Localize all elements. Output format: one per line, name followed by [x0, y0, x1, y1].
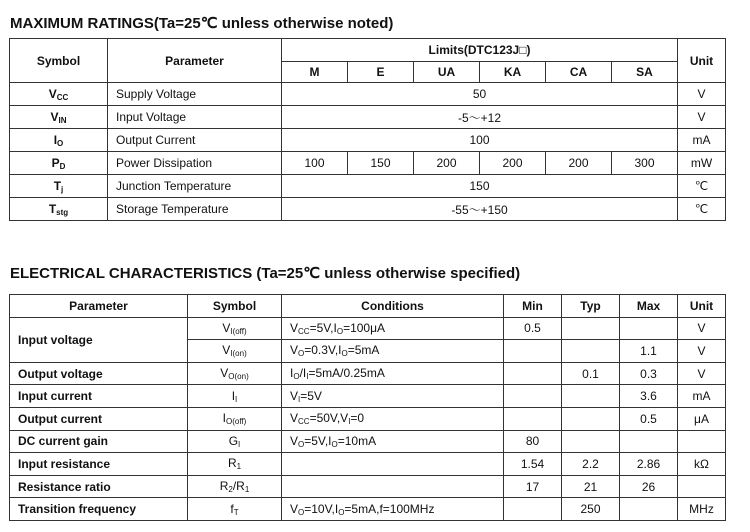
rating-row: [10, 152, 726, 175]
rating-symbol: $I_O$: [10, 129, 108, 152]
char-unit: μA: [678, 407, 726, 430]
variant-header: E: [348, 62, 414, 83]
header-limits: Limits(DTC123J□): [282, 39, 678, 62]
char-conditions: [282, 453, 504, 476]
char-max: 2.86: [620, 453, 678, 476]
header-unit: Unit: [678, 39, 726, 83]
rating-parameter: Junction Temperature: [108, 175, 282, 198]
electrical-table: [9, 294, 726, 521]
char-conditions: $V_O=0.3V,I_O=5mA$: [282, 340, 504, 363]
header-symbol: Symbol: [10, 39, 108, 83]
char-parameter: DC current gain: [10, 430, 188, 453]
char-min: [504, 362, 562, 385]
rating-value: 300: [612, 152, 678, 175]
variant-header: KA: [480, 62, 546, 83]
char-row: [10, 498, 726, 521]
char-typ: 0.1: [562, 362, 620, 385]
char-max: 0.3: [620, 362, 678, 385]
char-row: [10, 475, 726, 498]
char-min: 17: [504, 475, 562, 498]
char-row: [10, 385, 726, 408]
rating-value: 150: [348, 152, 414, 175]
char-min: [504, 340, 562, 363]
char-max: 26: [620, 475, 678, 498]
rating-unit: V: [678, 83, 726, 106]
rating-value: -55～+150: [282, 198, 678, 221]
variant-header: SA: [612, 62, 678, 83]
char-unit: [678, 430, 726, 453]
char-symbol: $R_2/R_1$: [188, 475, 282, 498]
char-max: [620, 430, 678, 453]
char-conditions: $I_O/I_I=5mA/0.25mA$: [282, 362, 504, 385]
rating-value: 150: [282, 175, 678, 198]
char-parameter: Input voltage: [10, 317, 188, 362]
char-min: [504, 385, 562, 408]
char-parameter: Resistance ratio: [10, 475, 188, 498]
rating-parameter: Power Dissipation: [108, 152, 282, 175]
char-unit: V: [678, 340, 726, 363]
char-unit: V: [678, 317, 726, 340]
header-unit: Unit: [678, 295, 726, 318]
header-min: Min: [504, 295, 562, 318]
char-conditions: $V_I=5V$: [282, 385, 504, 408]
char-unit: kΩ: [678, 453, 726, 476]
rating-row: [10, 198, 726, 221]
rating-unit: ℃: [678, 175, 726, 198]
char-typ: 2.2: [562, 453, 620, 476]
char-typ: 250: [562, 498, 620, 521]
char-conditions: $V_O=5V,I_O=10mA$: [282, 430, 504, 453]
char-min: 0.5: [504, 317, 562, 340]
char-parameter: Input current: [10, 385, 188, 408]
rating-row: [10, 129, 726, 152]
char-typ: [562, 385, 620, 408]
char-row: [10, 430, 726, 453]
variant-header: UA: [414, 62, 480, 83]
rating-value: 200: [414, 152, 480, 175]
header-parameter: Parameter: [108, 39, 282, 83]
rating-unit: mA: [678, 129, 726, 152]
char-typ: [562, 317, 620, 340]
rating-row: [10, 106, 726, 129]
rating-symbol: $T_{stg}$: [10, 198, 108, 221]
rating-row: [10, 83, 726, 106]
char-typ: [562, 407, 620, 430]
char-conditions: $V_O=10V,I_O=5mA,f=100MHz$: [282, 498, 504, 521]
rating-unit: V: [678, 106, 726, 129]
char-max: 3.6: [620, 385, 678, 408]
char-symbol: $R_1$: [188, 453, 282, 476]
char-max: 0.5: [620, 407, 678, 430]
char-symbol: $V_{O(on)}$: [188, 362, 282, 385]
char-row: [10, 407, 726, 430]
electrical-title: ELECTRICAL CHARACTERISTICS (Ta=25℃ unless otherwise specified): [10, 265, 521, 282]
char-conditions: $V_{CC}=50V,V_I=0$: [282, 407, 504, 430]
rating-parameter: Output Current: [108, 129, 282, 152]
electrical-header-row: [10, 295, 726, 318]
char-min: 1.54: [504, 453, 562, 476]
char-parameter: Input resistance: [10, 453, 188, 476]
char-max: 1.1: [620, 340, 678, 363]
char-unit: V: [678, 362, 726, 385]
rating-unit: mW: [678, 152, 726, 175]
rating-value: 100: [282, 129, 678, 152]
header-conditions: Conditions: [282, 295, 504, 318]
char-symbol: $V_{I(off)}$: [188, 317, 282, 340]
char-max: [620, 317, 678, 340]
char-max: [620, 498, 678, 521]
char-parameter: Output voltage: [10, 362, 188, 385]
char-symbol: $I_{O(off)}$: [188, 407, 282, 430]
rating-parameter: Storage Temperature: [108, 198, 282, 221]
rating-row: [10, 175, 726, 198]
char-symbol: $G_I$: [188, 430, 282, 453]
header-max: Max: [620, 295, 678, 318]
char-parameter: Output current: [10, 407, 188, 430]
rating-symbol: $V_{IN}$: [10, 106, 108, 129]
char-unit: [678, 475, 726, 498]
char-min: 80: [504, 430, 562, 453]
max-ratings-title: MAXIMUM RATINGS(Ta=25℃ unless otherwise noted): [10, 15, 394, 32]
rating-symbol: $V_{CC}$: [10, 83, 108, 106]
char-row: [10, 362, 726, 385]
rating-value: 200: [546, 152, 612, 175]
variant-header: M: [282, 62, 348, 83]
char-min: [504, 498, 562, 521]
char-parameter: Transition frequency: [10, 498, 188, 521]
max-ratings-table: [9, 38, 726, 221]
rating-value: -5～+12: [282, 106, 678, 129]
rating-unit: ℃: [678, 198, 726, 221]
char-symbol: $f_T$: [188, 498, 282, 521]
rating-parameter: Input Voltage: [108, 106, 282, 129]
header-symbol: Symbol: [188, 295, 282, 318]
rating-value: 200: [480, 152, 546, 175]
char-unit: mA: [678, 385, 726, 408]
rating-value: 100: [282, 152, 348, 175]
char-typ: [562, 340, 620, 363]
header-parameter: Parameter: [10, 295, 188, 318]
char-symbol: $V_{I(on)}$: [188, 340, 282, 363]
char-symbol: $I_I$: [188, 385, 282, 408]
header-typ: Typ: [562, 295, 620, 318]
rating-value: 50: [282, 83, 678, 106]
char-min: [504, 407, 562, 430]
char-conditions: $V_{CC}=5V,I_O=100\mu A$: [282, 317, 504, 340]
rating-symbol: $P_D$: [10, 152, 108, 175]
char-unit: MHz: [678, 498, 726, 521]
char-row: [10, 317, 726, 340]
variant-header: CA: [546, 62, 612, 83]
char-row: [10, 453, 726, 476]
rating-parameter: Supply Voltage: [108, 83, 282, 106]
rating-symbol: $T_j$: [10, 175, 108, 198]
char-conditions: [282, 475, 504, 498]
char-typ: [562, 430, 620, 453]
char-typ: 21: [562, 475, 620, 498]
